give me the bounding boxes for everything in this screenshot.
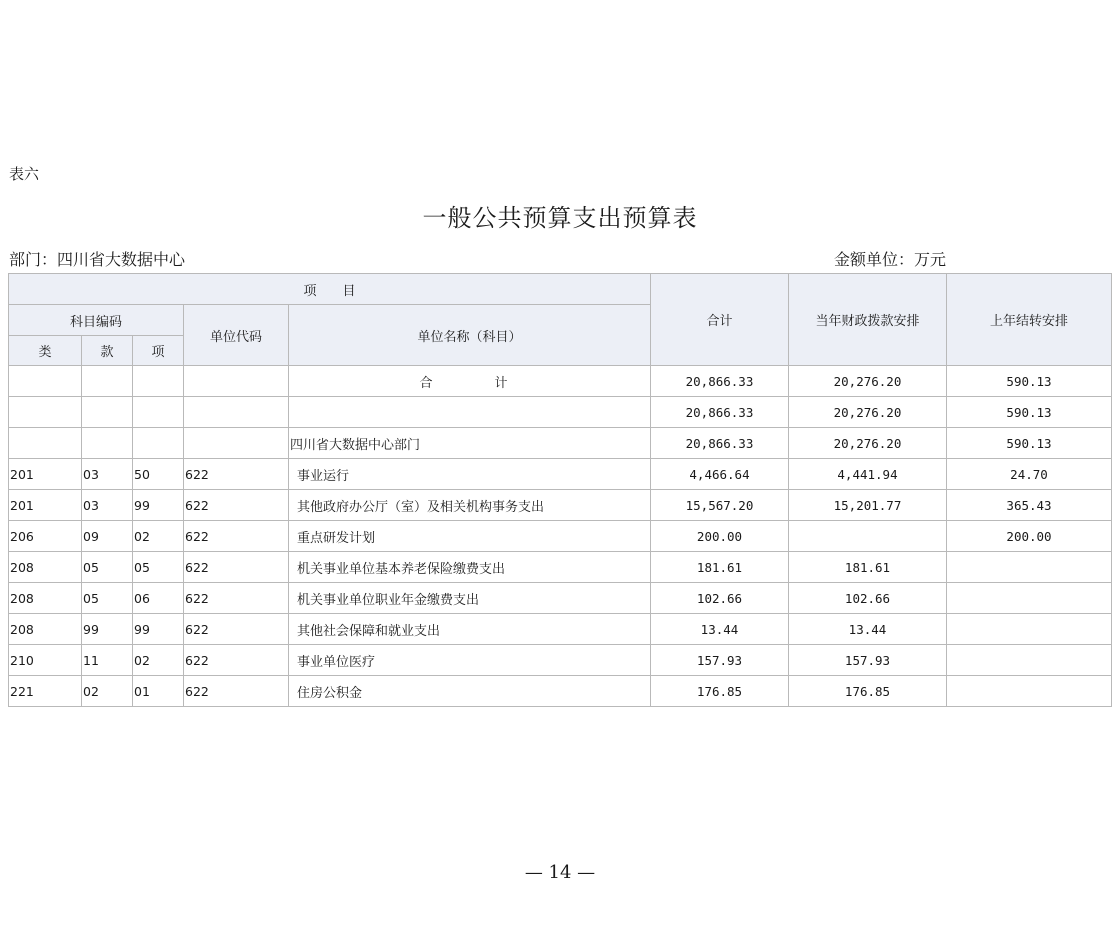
cell-unit-name: 重点研发计划 [289,521,651,552]
cell-total: 176.85 [651,676,789,707]
table-row [9,614,1112,645]
cell-unit-name: 机关事业单位职业年金缴费支出 [289,583,651,614]
cell-lei [9,366,82,397]
table-row [9,366,1112,397]
table-header [9,274,1112,366]
cell-lei: 208 [9,614,82,645]
header-subject-code: 科目编码 [9,305,184,336]
table-row [9,676,1112,707]
cell-lei: 208 [9,583,82,614]
cell-unit-name: 住房公积金 [289,676,651,707]
page-title: 一般公共预算支出预算表 [422,204,698,232]
table-body [9,366,1112,707]
cell-carry-over [947,552,1112,583]
header-unit-code: 单位代码 [184,305,289,366]
header-lei: 类 [9,336,82,366]
cell-carry-over: 24.70 [947,459,1112,490]
table-row [9,552,1112,583]
cell-xiang: 50 [133,459,184,490]
cell-xiang: 06 [133,583,184,614]
cell-current-year: 102.66 [789,583,947,614]
cell-unit-name: 事业运行 [289,459,651,490]
cell-unit-name [289,397,651,428]
cell-carry-over [947,676,1112,707]
cell-unit-name: 机关事业单位基本养老保险缴费支出 [289,552,651,583]
table-number: 表六 [9,165,40,183]
cell-total: 181.61 [651,552,789,583]
table-row [9,490,1112,521]
cell-unit-code: 622 [184,459,289,490]
cell-total: 102.66 [651,583,789,614]
table-row [9,521,1112,552]
table-row [9,645,1112,676]
cell-lei: 201 [9,459,82,490]
cell-lei: 210 [9,645,82,676]
cell-current-year: 13.44 [789,614,947,645]
cell-unit-code [184,366,289,397]
cell-xiang [133,428,184,459]
page-number: — 14 — [524,862,596,883]
cell-carry-over: 590.13 [947,428,1112,459]
cell-unit-code [184,428,289,459]
budget-table [8,273,1112,707]
table-row [9,428,1112,459]
cell-current-year: 181.61 [789,552,947,583]
cell-carry-over [947,645,1112,676]
department-label: 部门：四川省大数据中心 [9,250,186,269]
cell-kuan: 03 [82,490,133,521]
cell-total: 20,866.33 [651,397,789,428]
cell-kuan: 05 [82,552,133,583]
cell-total: 20,866.33 [651,366,789,397]
cell-unit-code: 622 [184,521,289,552]
amount-unit-label: 金额单位：万元 [834,250,947,269]
cell-total: 15,567.20 [651,490,789,521]
cell-unit-code: 622 [184,552,289,583]
cell-carry-over [947,583,1112,614]
cell-unit-name: 其他社会保障和就业支出 [289,614,651,645]
cell-kuan [82,397,133,428]
cell-total: 157.93 [651,645,789,676]
cell-current-year [789,521,947,552]
cell-lei: 208 [9,552,82,583]
cell-unit-name: 合 计 [289,366,651,397]
header-kuan: 款 [82,336,133,366]
cell-total: 13.44 [651,614,789,645]
cell-kuan: 03 [82,459,133,490]
cell-kuan: 09 [82,521,133,552]
cell-unit-code: 622 [184,614,289,645]
cell-lei: 221 [9,676,82,707]
cell-current-year: 176.85 [789,676,947,707]
cell-lei [9,397,82,428]
cell-kuan [82,366,133,397]
cell-lei: 201 [9,490,82,521]
cell-total: 20,866.33 [651,428,789,459]
cell-carry-over [947,614,1112,645]
cell-xiang [133,397,184,428]
cell-xiang: 01 [133,676,184,707]
header-item: 项 目 [9,274,651,305]
cell-unit-name: 其他政府办公厅（室）及相关机构事务支出 [289,490,651,521]
cell-total: 4,466.64 [651,459,789,490]
cell-lei: 206 [9,521,82,552]
cell-kuan: 05 [82,583,133,614]
cell-unit-code: 622 [184,583,289,614]
cell-unit-code: 622 [184,645,289,676]
cell-unit-name: 事业单位医疗 [289,645,651,676]
cell-xiang: 02 [133,645,184,676]
cell-unit-code: 622 [184,676,289,707]
cell-current-year: 20,276.20 [789,366,947,397]
cell-carry-over: 590.13 [947,397,1112,428]
cell-unit-name: 四川省大数据中心部门 [289,428,651,459]
cell-carry-over: 200.00 [947,521,1112,552]
cell-xiang: 99 [133,614,184,645]
cell-current-year: 20,276.20 [789,428,947,459]
cell-current-year: 20,276.20 [789,397,947,428]
cell-kuan: 02 [82,676,133,707]
cell-kuan: 11 [82,645,133,676]
cell-total: 200.00 [651,521,789,552]
cell-xiang: 02 [133,521,184,552]
cell-unit-code [184,397,289,428]
header-total: 合计 [651,274,789,366]
cell-current-year: 4,441.94 [789,459,947,490]
table-row [9,459,1112,490]
cell-kuan [82,428,133,459]
cell-xiang [133,366,184,397]
table-row [9,397,1112,428]
cell-lei [9,428,82,459]
cell-current-year: 157.93 [789,645,947,676]
cell-carry-over: 365.43 [947,490,1112,521]
header-carry-over: 上年结转安排 [947,274,1112,366]
header-current-year: 当年财政拨款安排 [789,274,947,366]
header-unit-name: 单位名称（科目） [289,305,651,366]
table-row [9,583,1112,614]
cell-unit-code: 622 [184,490,289,521]
cell-xiang: 99 [133,490,184,521]
cell-carry-over: 590.13 [947,366,1112,397]
cell-kuan: 99 [82,614,133,645]
cell-xiang: 05 [133,552,184,583]
cell-current-year: 15,201.77 [789,490,947,521]
header-xiang: 项 [133,336,184,366]
